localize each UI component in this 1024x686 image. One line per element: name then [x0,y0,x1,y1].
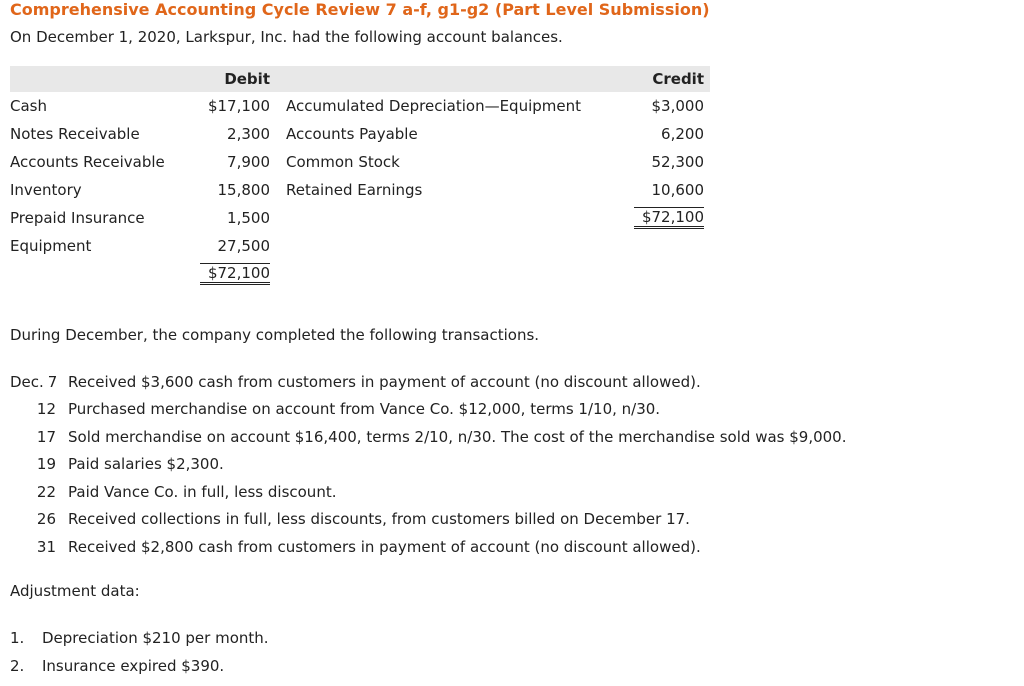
transaction-day: 31 [36,537,56,556]
debit-amount: 7,900 [227,153,270,171]
credit-total: $72,100 [634,207,704,229]
debit-account: Prepaid Insurance [10,209,145,227]
debit-header: Debit [200,66,270,92]
transaction-day: 26 [36,510,56,529]
debit-amount: 15,800 [217,181,270,199]
adjustment-title: Adjustment data: [10,582,140,600]
debit-amount: 1,500 [227,209,270,227]
transaction-day: 12 [36,400,56,419]
page-title: Comprehensive Accounting Cycle Review 7 a-f, g1-g2 (Part Level Submission) [10,0,710,19]
adjustment-number: 1. [10,629,25,647]
intro-text: On December 1, 2020, Larkspur, Inc. had the following account balances. [10,28,563,46]
table-row [10,260,710,288]
table-row [10,120,710,148]
debit-total: $72,100 [200,263,270,285]
list-item [10,533,846,561]
table-row [10,148,710,176]
debit-amount: 2,300 [227,125,270,143]
transaction-text: Paid Vance Co. in full, less discount. [68,482,337,501]
transaction-day: 22 [36,482,56,501]
list-item [10,368,846,396]
list-item [10,506,846,534]
adjustment-number: 2. [10,657,25,675]
list-item [10,423,846,451]
adjustment-text: Depreciation $210 per month. [42,629,269,647]
table-row [10,232,710,260]
debit-account: Equipment [10,237,92,255]
list-item [10,451,846,479]
transaction-text: Received $3,600 cash from customers in payment of account (no discount allowed). [68,372,701,391]
credit-header: Credit [624,66,710,92]
balances-table [10,66,710,288]
debit-account: Inventory [10,181,82,199]
transaction-text: Received collections in full, less discounts, from customers billed on December 17. [68,510,690,529]
transaction-text: Paid salaries $2,300. [68,455,224,474]
credit-account: Retained Earnings [286,181,423,199]
adjustments-list [10,624,269,680]
credit-account: Accounts Payable [286,125,418,143]
table-row [10,176,710,204]
debit-amount: 27,500 [217,237,270,255]
transaction-text: Received $2,800 cash from customers in payment of account (no discount allowed). [68,537,701,556]
transaction-text: Purchased merchandise on account from Vance Co. $12,000, terms 1/10, n/30. [68,400,661,419]
transaction-text: Sold merchandise on account $16,400, terms 2/10, n/30. The cost of the merchandise sold was $9,000. [68,427,847,446]
table-row [10,92,710,120]
credit-amount: 52,300 [651,153,704,171]
transaction-day: 17 [36,427,56,446]
list-item [10,624,269,652]
transaction-month: Dec. [10,372,44,391]
list-item [10,478,846,506]
credit-amount: 6,200 [661,125,704,143]
list-item [10,652,269,680]
transactions-list [10,368,846,561]
list-item [10,396,846,424]
debit-account: Notes Receivable [10,125,140,143]
debit-account: Cash [10,97,47,115]
transaction-day: 7 [47,372,58,391]
debit-account: Accounts Receivable [10,153,165,171]
debit-amount: $17,100 [207,97,270,115]
credit-amount: 10,600 [651,181,704,199]
credit-account: Accumulated Depreciation—Equipment [286,97,582,115]
table-row [10,204,710,232]
transaction-day: 19 [36,455,56,474]
table-header-row [10,66,710,92]
adjustment-text: Insurance expired $390. [42,657,225,675]
credit-amount: $3,000 [651,97,704,115]
transactions-intro: During December, the company completed the following transactions. [10,326,540,344]
credit-account: Common Stock [286,153,400,171]
